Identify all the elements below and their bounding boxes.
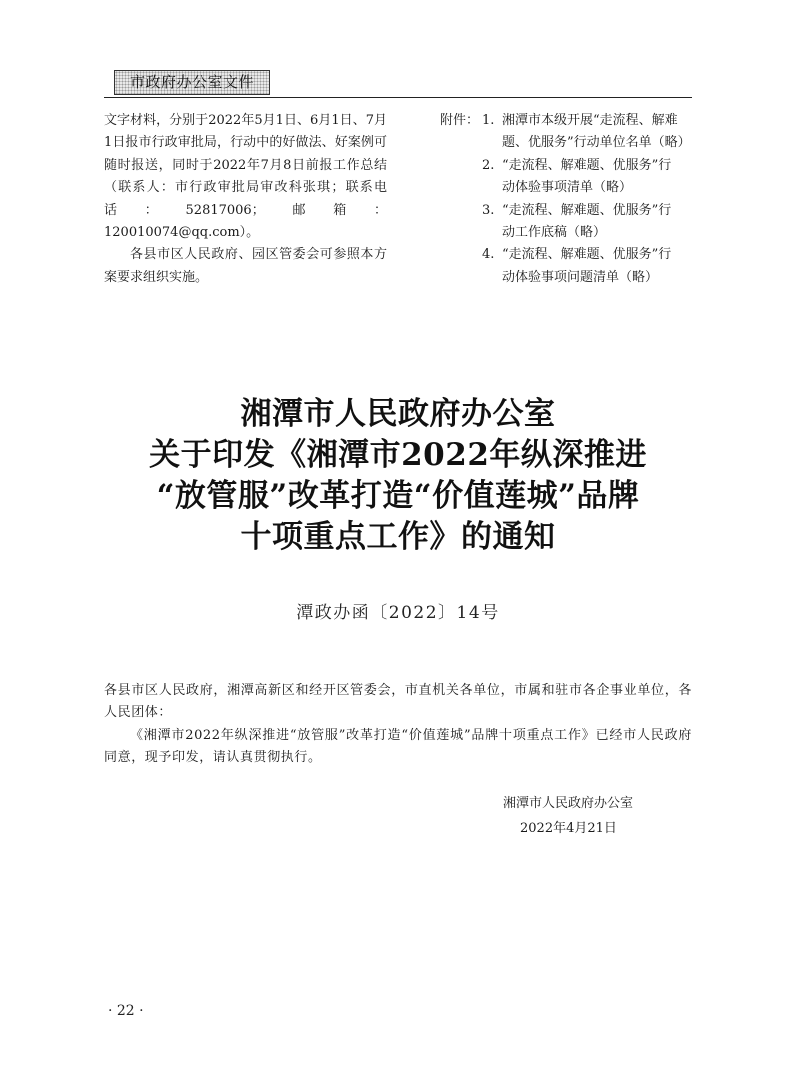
attachment-item-continued [440,132,702,154]
attachments-list [440,110,702,289]
attachment-number: 4. [482,247,495,263]
attachments-label: 附件： [440,113,480,128]
attachment-text: 湘潭市本级开展“走流程、解难 [502,113,678,128]
attachment-item-continued [440,177,702,199]
notice-body [104,680,692,770]
attachment-number: 1. [482,113,495,128]
prev-article-paragraph: 各县市区人民政府、园区管委会可参照本方案要求组织实施。 [104,247,387,285]
notice-title-line: 十项重点工作》的通知 [240,519,556,555]
attachment-item [440,110,702,132]
notice-title [104,394,692,558]
attachment-item-continued [440,222,702,244]
prev-article-paragraph: 文字材料，分别于2022年5月1日、6月1日、7月1日报市行政审批局，行动中的好做法、好案例可随时报送，同时于2022年7月8日前报工作总结（联系人：市行政审批局审改科张琪；联系电话：52817006；邮箱：120010074@qq.com）。 [104,113,387,241]
attachment-item [440,244,702,266]
header-rule [104,97,692,98]
prev-article-left-column [104,110,387,289]
attachment-number: 2. [482,157,495,173]
notice-title-line: 湘潭市人民政府办公室 [240,396,556,432]
signer: 湘潭市人民政府办公室 [503,796,634,811]
notice-recipients: 各县市区人民政府，湘潭高新区和经开区管委会，市直机关各单位，市属和驻市各企事业单位，各人民团体： [104,683,692,721]
notice-body-paragraph: 《湘潭市2022年纵深推进“放管服”改革打造“价值莲城”品牌十项重点工作》已经市人民政府同意，现予印发，请认真贯彻执行。 [104,727,692,766]
attachment-text: 题、优服务”行动单位名单（略） [502,135,691,151]
attachment-text: “走流程、解难题、优服务”行 [502,157,672,173]
attachment-item [440,200,702,222]
notice-title-line: 关于印发《湘潭市2022年纵深推进 [149,437,647,473]
sign-date: 2022年4月21日 [520,821,617,836]
attachment-text: “走流程、解难题、优服务”行 [502,247,672,263]
attachment-text: “走流程、解难题、优服务”行 [502,202,672,218]
section-label: 市政府办公室文件 [114,70,270,95]
page-number: · 22 · [108,1003,144,1019]
attachment-number: 3. [482,202,495,218]
attachment-text: 动工作底稿（略） [502,225,607,241]
notice-title-line: “放管服”改革打造“价值莲城”品牌 [156,478,640,514]
attachment-text: 动体验事项清单（略） [502,180,633,196]
attachment-text: 动体验事项问题清单（略） [502,269,659,285]
attachment-item-continued [440,267,702,289]
attachment-item [440,155,702,177]
document-number: 潭政办函〔2022〕14号 [296,603,500,623]
